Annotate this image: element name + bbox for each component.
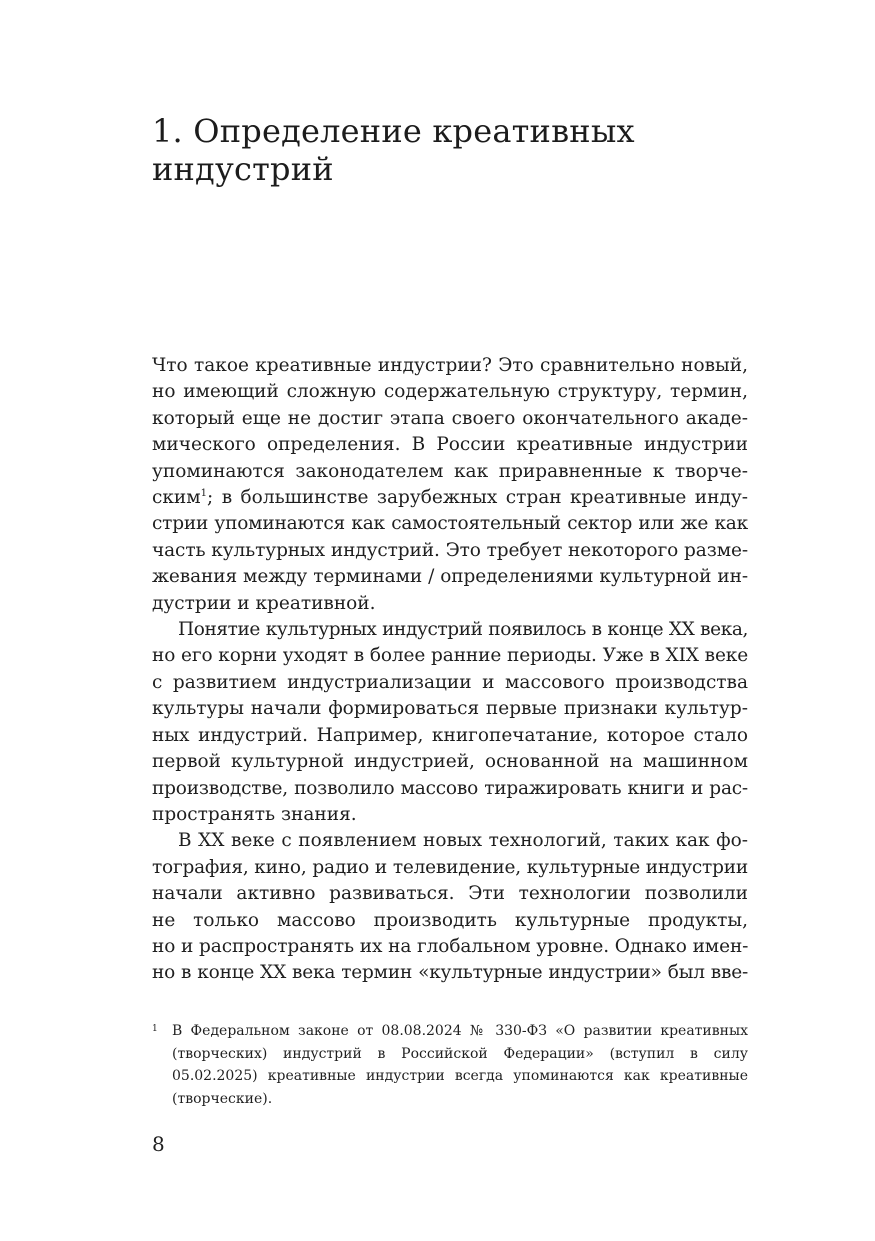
text-line: но имеющий сложную содержательную структуру, термин,: [152, 381, 748, 403]
text-line: но в конце XX века термин «культурные индустрии» был вве-: [152, 962, 748, 984]
body-text: [152, 353, 748, 987]
text-line: не только массово производить культурные продукты,: [152, 909, 748, 931]
text-line: дустрии и креативной.: [152, 592, 376, 614]
text-line: с развитием индустриализации и массового производства: [152, 671, 748, 693]
chapter-title: [152, 112, 752, 188]
paragraph: [152, 828, 748, 986]
text-line: первой культурной индустрией, основанной на машинном: [152, 751, 748, 773]
footnote-line: В Федеральном законе от 08.08.2024 № 330-ФЗ «О развитии креативных: [172, 1023, 748, 1039]
footnote-line: (творческих) индустрий в Российской Федерации» (вступил в силу: [172, 1045, 748, 1062]
text-line: стрии упоминаются как самостоятельный сектор или же как: [152, 513, 748, 535]
footnote-text: [172, 1020, 748, 1110]
text-line: мического определения. В России креативные индустрии: [152, 434, 748, 456]
text-line: начали активно развиваться. Эти технологии позволили: [152, 883, 748, 905]
text-line: пространять знания.: [152, 803, 357, 825]
footnote-number: 1: [152, 1024, 158, 1034]
text-line: ных индустрий. Например, книгопечатание, которое стало: [152, 724, 748, 746]
paragraph: [152, 353, 748, 617]
text-fragment: ; в большинстве зарубежных стран креативные инду-: [207, 487, 748, 509]
page-number: 8: [152, 1132, 165, 1156]
text-fragment: ским: [152, 487, 201, 509]
chapter-title-line: 1. Определение креативных: [152, 112, 635, 150]
text-line: Что такое креативные индустрии? Это сравнительно новый,: [152, 355, 748, 376]
text-line: но его корни уходят в более ранние периоды. Уже в XIX веке: [152, 645, 749, 667]
text-line: часть культурных индустрий. Это требует некоторого разме-: [152, 539, 748, 561]
text-line: упоминаются законодателем как приравненные к творче-: [152, 460, 748, 482]
paragraph: [152, 617, 748, 828]
footnote-line: (творческие).: [172, 1090, 273, 1107]
text-line: производстве, позволило массово тиражировать книги и рас-: [152, 777, 748, 799]
text-line: В XX веке с появлением новых технологий, таких как фо-: [178, 830, 748, 852]
chapter-title-line: индустрий: [152, 150, 334, 188]
text-line: но и распространять их на глобальном уровне. Однако имен-: [152, 935, 749, 957]
footnote: [152, 1020, 748, 1110]
text-line: жевания между терминами / определениями культурной ин-: [152, 566, 748, 588]
text-line: тография, кино, радио и телевидение, культурные индустрии: [152, 856, 748, 878]
footnote-line: 05.02.2025) креативные индустрии всегда упоминаются как креативные: [172, 1068, 748, 1084]
text-line: который еще не достиг этапа своего окончательного акаде-: [152, 407, 748, 429]
text-line-with-footnote: [152, 485, 748, 511]
text-line: культуры начали формироваться первые признаки культур-: [152, 698, 748, 720]
footnote-reference[interactable]: 1: [200, 487, 208, 499]
text-line: Понятие культурных индустрий появилось в конце XX века,: [178, 619, 748, 641]
